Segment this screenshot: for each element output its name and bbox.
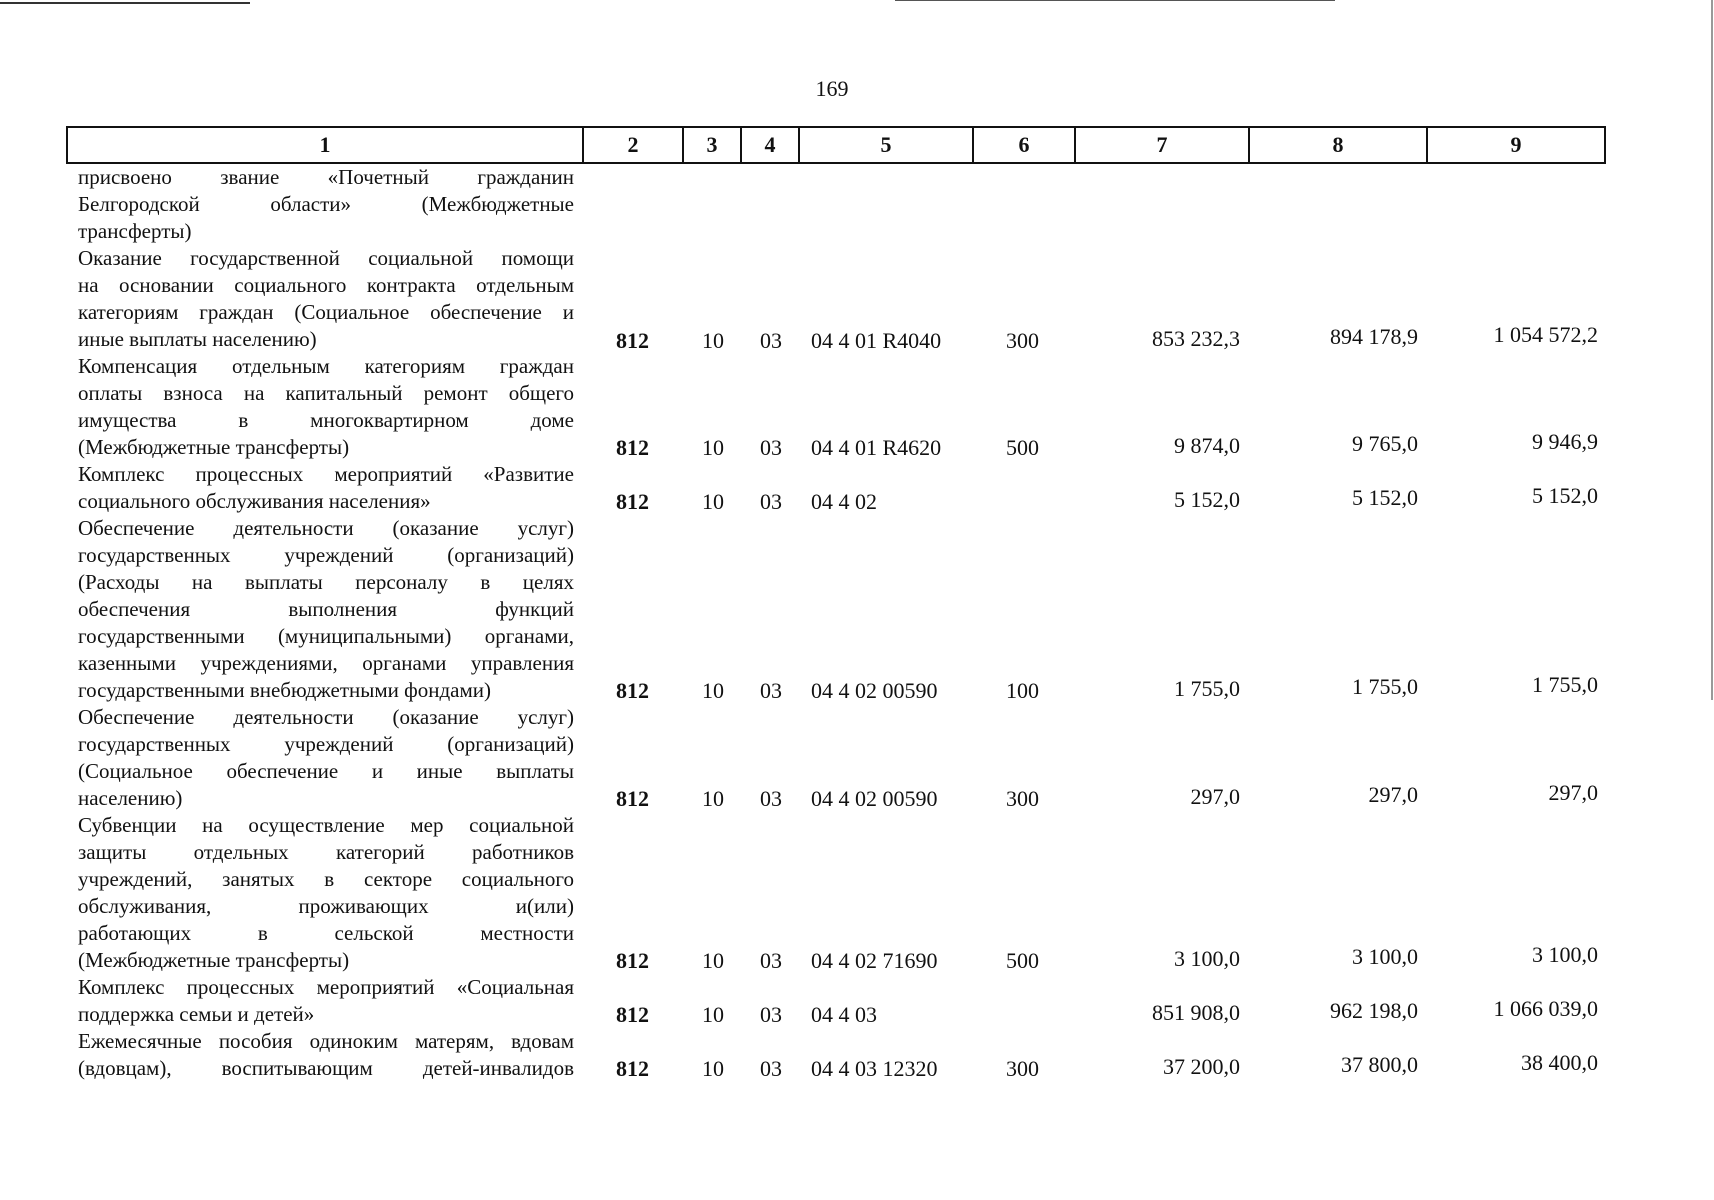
description-line: (Межбюджетные трансферты) [78, 948, 350, 972]
description-line: Оказание государственной социальной помощи [78, 246, 574, 270]
description-line: Компенсация отдельным категориям граждан [78, 354, 574, 378]
cell-col-8: 1 755,0 [1352, 674, 1418, 699]
description-line: имущества в многоквартирном доме [78, 408, 574, 432]
cell-col-4: 03 [760, 489, 782, 514]
row-description [78, 245, 574, 353]
scan-edge-line [1711, 0, 1713, 700]
row-description [78, 353, 574, 461]
header-col-6: 6 [972, 126, 1074, 164]
cell-col-3: 10 [702, 435, 724, 460]
cell-col-7: 5 152,0 [1174, 487, 1240, 512]
header-col-3: 3 [682, 126, 740, 164]
cell-col-7: 851 908,0 [1152, 1000, 1240, 1025]
row-description [78, 812, 574, 974]
cell-col-9: 297,0 [1548, 780, 1598, 805]
cell-col-8: 5 152,0 [1352, 485, 1418, 510]
description-line: иные выплаты населению) [78, 327, 317, 351]
header-col-1: 1 [66, 126, 582, 164]
cell-col-2: 812 [616, 1056, 649, 1081]
header-col-2: 2 [582, 126, 682, 164]
row-description [78, 164, 574, 245]
description-line: Обеспечение деятельности (оказание услуг) [78, 705, 574, 729]
cell-col-8: 894 178,9 [1330, 324, 1418, 349]
description-line: государственными (муниципальными) органами, [78, 624, 574, 648]
row-description [78, 974, 574, 1028]
cell-col-2: 812 [616, 786, 649, 811]
cell-col-5: 04 4 02 00590 [811, 786, 938, 811]
cell-col-3: 10 [702, 489, 724, 514]
description-line: населению) [78, 786, 183, 810]
cell-col-7: 37 200,0 [1163, 1054, 1240, 1079]
cell-col-2: 812 [616, 328, 649, 353]
cell-col-7: 9 874,0 [1174, 433, 1240, 458]
cell-col-3: 10 [702, 678, 724, 703]
description-line: государственными внебюджетными фондами) [78, 678, 492, 702]
description-line: Белгородской области» (Межбюджетные [78, 192, 574, 216]
cell-col-4: 03 [760, 1002, 782, 1027]
row-description [78, 704, 574, 812]
cell-col-7: 853 232,3 [1152, 326, 1240, 351]
cell-col-4: 03 [760, 435, 782, 460]
description-line: трансферты) [78, 219, 192, 243]
scan-edge-line [0, 2, 250, 4]
description-line: социального обслуживания населения» [78, 489, 431, 513]
cell-col-3: 10 [702, 328, 724, 353]
header-col-4: 4 [740, 126, 798, 164]
description-line: государственных учреждений (организаций) [78, 543, 574, 567]
description-line: обслуживания, проживающих и(или) [78, 894, 574, 918]
description-line: на основании социального контракта отдельным [78, 273, 574, 297]
row-description [78, 1028, 574, 1082]
cell-col-9: 1 066 039,0 [1493, 996, 1598, 1021]
header-col-8: 8 [1248, 126, 1426, 164]
header-col-7: 7 [1074, 126, 1248, 164]
description-line: государственных учреждений (организаций) [78, 732, 574, 756]
cell-col-6: 100 [1006, 678, 1039, 703]
cell-col-4: 03 [760, 786, 782, 811]
cell-col-5: 04 4 02 [811, 489, 877, 514]
description-line: поддержка семьи и детей» [78, 1002, 315, 1026]
description-line: присвоено звание «Почетный гражданин [78, 165, 574, 189]
description-line: Комплекс процессных мероприятий «Развитие [78, 462, 574, 486]
cell-col-9: 1 054 572,2 [1493, 322, 1598, 347]
description-line: (Расходы на выплаты персоналу в целях [78, 570, 574, 594]
cell-col-8: 9 765,0 [1352, 431, 1418, 456]
description-line: казенными учреждениями, органами управления [78, 651, 574, 675]
cell-col-3: 10 [702, 948, 724, 973]
cell-col-2: 812 [616, 1002, 649, 1027]
cell-col-9: 5 152,0 [1532, 483, 1598, 508]
cell-col-5: 04 4 02 00590 [811, 678, 938, 703]
page-number: 169 [815, 76, 849, 101]
cell-col-8: 297,0 [1368, 782, 1418, 807]
cell-col-9: 9 946,9 [1532, 429, 1598, 454]
description-line: учреждений, занятых в секторе социального [78, 867, 574, 891]
cell-col-2: 812 [616, 435, 649, 460]
description-line: (вдовцам), воспитывающим детей-инвалидов [78, 1056, 574, 1080]
cell-col-6: 300 [1006, 1056, 1039, 1081]
cell-col-2: 812 [616, 678, 649, 703]
cell-col-6: 500 [1006, 435, 1039, 460]
description-line: Ежемесячные пособия одиноким матерям, вдовам [78, 1029, 574, 1053]
description-line: категориям граждан (Социальное обеспечение и [78, 300, 574, 324]
cell-col-9: 38 400,0 [1521, 1050, 1598, 1075]
cell-col-3: 10 [702, 1002, 724, 1027]
cell-col-5: 04 4 03 12320 [811, 1056, 938, 1081]
cell-col-2: 812 [616, 489, 649, 514]
cell-col-2: 812 [616, 948, 649, 973]
cell-col-5: 04 4 02 71690 [811, 948, 938, 973]
cell-col-3: 10 [702, 1056, 724, 1081]
cell-col-7: 297,0 [1190, 784, 1240, 809]
description-line: (Социальное обеспечение и иные выплаты [78, 759, 574, 783]
cell-col-6: 300 [1006, 328, 1039, 353]
cell-col-8: 3 100,0 [1352, 944, 1418, 969]
header-col-5: 5 [798, 126, 972, 164]
description-line: (Межбюджетные трансферты) [78, 435, 350, 459]
description-line: Обеспечение деятельности (оказание услуг) [78, 516, 574, 540]
table-header-row [66, 126, 1604, 162]
cell-col-6: 300 [1006, 786, 1039, 811]
cell-col-6: 500 [1006, 948, 1039, 973]
description-line: работающих в сельской местности [78, 921, 574, 945]
cell-col-5: 04 4 01 R4040 [811, 328, 942, 353]
description-line: защиты отдельных категорий работников [78, 840, 574, 864]
cell-col-7: 3 100,0 [1174, 946, 1240, 971]
cell-col-9: 1 755,0 [1532, 672, 1598, 697]
cell-col-9: 3 100,0 [1532, 942, 1598, 967]
cell-col-4: 03 [760, 678, 782, 703]
row-description [78, 461, 574, 515]
description-line: Субвенции на осуществление мер социальной [78, 813, 574, 837]
description-line: оплаты взноса на капитальный ремонт общего [78, 381, 574, 405]
cell-col-4: 03 [760, 1056, 782, 1081]
cell-col-4: 03 [760, 328, 782, 353]
cell-col-7: 1 755,0 [1174, 676, 1240, 701]
cell-col-3: 10 [702, 786, 724, 811]
cell-col-4: 03 [760, 948, 782, 973]
row-description [78, 515, 574, 704]
cell-col-5: 04 4 03 [811, 1002, 877, 1027]
description-line: обеспечения выполнения функций [78, 597, 574, 621]
cell-col-5: 04 4 01 R4620 [811, 435, 942, 460]
cell-col-8: 962 198,0 [1330, 998, 1418, 1023]
header-col-9: 9 [1426, 126, 1606, 164]
scan-edge-line [895, 0, 1335, 1]
cell-col-8: 37 800,0 [1341, 1052, 1418, 1077]
description-line: Комплекс процессных мероприятий «Социальная [78, 975, 574, 999]
